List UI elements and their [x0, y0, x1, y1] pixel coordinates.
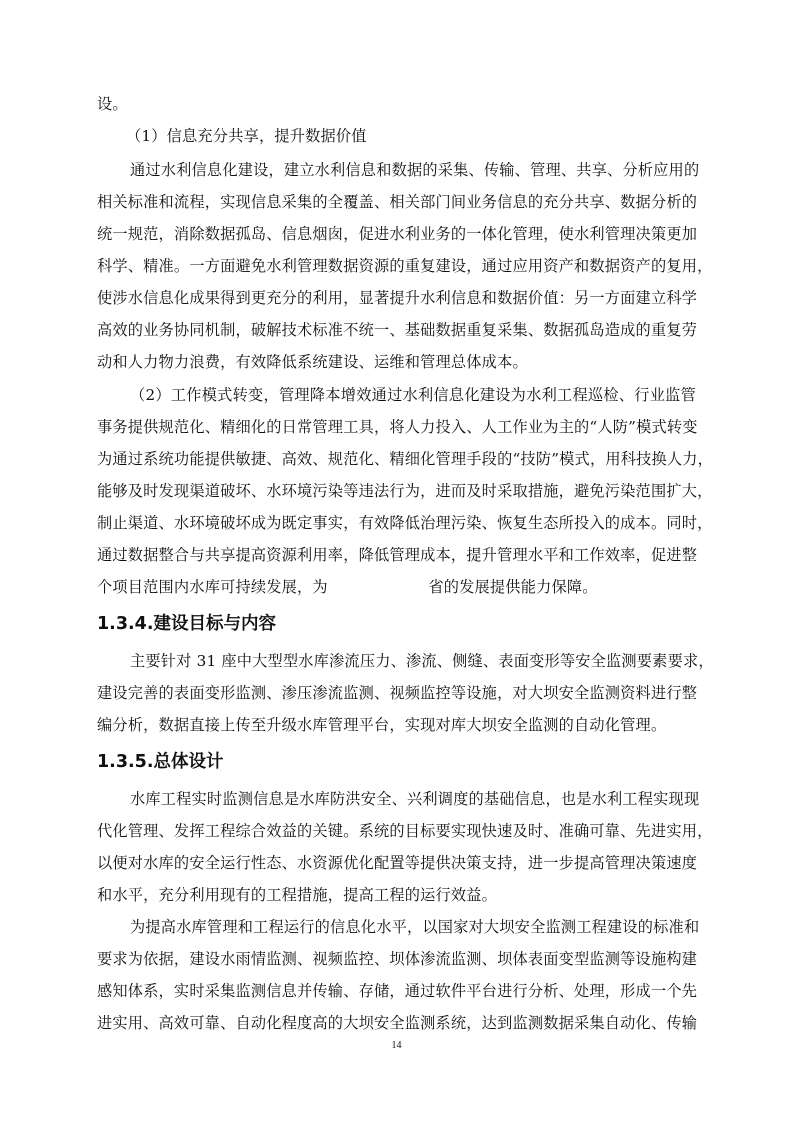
paragraph-line: 为通过系统功能提供敏捷、高效、规范化、精细化管理手段的“技防”模式，用科技换人力，	[97, 450, 714, 468]
paragraph-line: 和水平，充分利用现有的工程措施，提高工程的运行效益。	[97, 886, 498, 904]
paragraph-line: 通过水利信息化建设，建立水利信息和数据的采集、传输、管理、共享、分析应用的	[130, 161, 700, 179]
paragraph-line: 进实用、高效可靠、自动化程度高的大坝安全监测系统，达到监测数据采集自动化、传输	[97, 1014, 698, 1032]
paragraph-line: 通过数据整合与共享提高资源利用率，降低管理成本，提升管理水平和工作效率，促进整	[97, 546, 698, 564]
paragraph-line: 为提高水库管理和工程运行的信息化水平，以国家对大坝安全监测工程建设的标准和	[130, 918, 700, 936]
paragraph-line: 水库工程实时监测信息是水库防洪安全、兴利调度的基础信息，也是水利工程实现现	[130, 790, 700, 808]
paragraph-line: 要求为依据，建设水雨情监测、视频监控、坝体渗流监测、坝体表面变型监测等设施构建	[97, 950, 698, 968]
subsection-title: （1）信息充分共享，提升数据价值	[126, 127, 367, 145]
paragraph-line: 代化管理、发挥工程综合效益的关键。系统的目标要实现快速及时、准确可靠、先进实用，	[97, 822, 713, 840]
paragraph-line: 相关标准和流程，实现信息采集的全覆盖、相关部门间业务信息的充分共享、数据分析的	[97, 193, 698, 211]
paragraph-line: 制止渠道、水环境破坏成为既定事实，有效降低治理污染、恢复生态所投入的成本。同时，	[97, 514, 713, 532]
paragraph-line: 主要针对 31 座中大型型水库渗流压力、渗流、侧缝、表面变形等安全监测要素要求，	[130, 652, 714, 670]
paragraph-line: 以便对水库的安全运行性态、水资源优化配置等提供决策支持，进一步提高管理决策速度	[97, 854, 698, 872]
paragraph-line: 高效的业务协同机制，破解技术标准不统一、基础数据重复采集、数据孤岛造成的重复劳	[97, 321, 698, 339]
page-number: 14	[391, 1040, 402, 1051]
paragraph-line: 设。	[97, 95, 128, 113]
section-heading-1-3-5: 1.3.5.总体设计	[97, 752, 224, 772]
paragraph-line: 建设完善的表面变形监测、渗压渗流监测、视频监控等设施，对大坝安全监测资料进行整	[97, 684, 698, 702]
paragraph-line: 能够及时发现渠道破坏、水环境污染等违法行为，进而及时采取措施，避免污染范围扩大，	[97, 482, 713, 500]
paragraph-line: 感知体系，实时采集监测信息并传输、存储，通过软件平台进行分析、处理，形成一个先	[97, 982, 698, 1000]
paragraph-line: 统一规范，消除数据孤岛、信息烟囱，促进水利业务的一体化管理，使水利管理决策更加	[97, 225, 698, 243]
paragraph-line: 使涉水信息化成果得到更充分的利用，显著提升水利信息和数据价值：另一方面建立科学	[97, 289, 698, 307]
paragraph-line: 科学、精准。一方面避免水利管理数据资源的重复建设，通过应用资产和数据资产的复用，	[97, 257, 713, 275]
paragraph-line: 编分析，数据直接上传至升级水库管理平台，实现对库大坝安全监测的自动化管理。	[97, 716, 667, 734]
paragraph-line: 动和人力物力浪费，有效降低系统建设、运维和管理总体成本。	[97, 353, 528, 371]
paragraph-line: （2）工作模式转变，管理降本增效通过水利信息化建设为水利工程巡检、行业监管	[130, 386, 696, 404]
paragraph-line: 事务提供规范化、精细化的日常管理工具，将人力投入、人工作业为主的“人防”模式转变	[97, 418, 698, 436]
paragraph-line: 个项目范围内水库可持续发展，为 省的发展提供能力保障。	[97, 578, 598, 596]
section-heading-1-3-4: 1.3.4.建设目标与内容	[97, 614, 276, 634]
